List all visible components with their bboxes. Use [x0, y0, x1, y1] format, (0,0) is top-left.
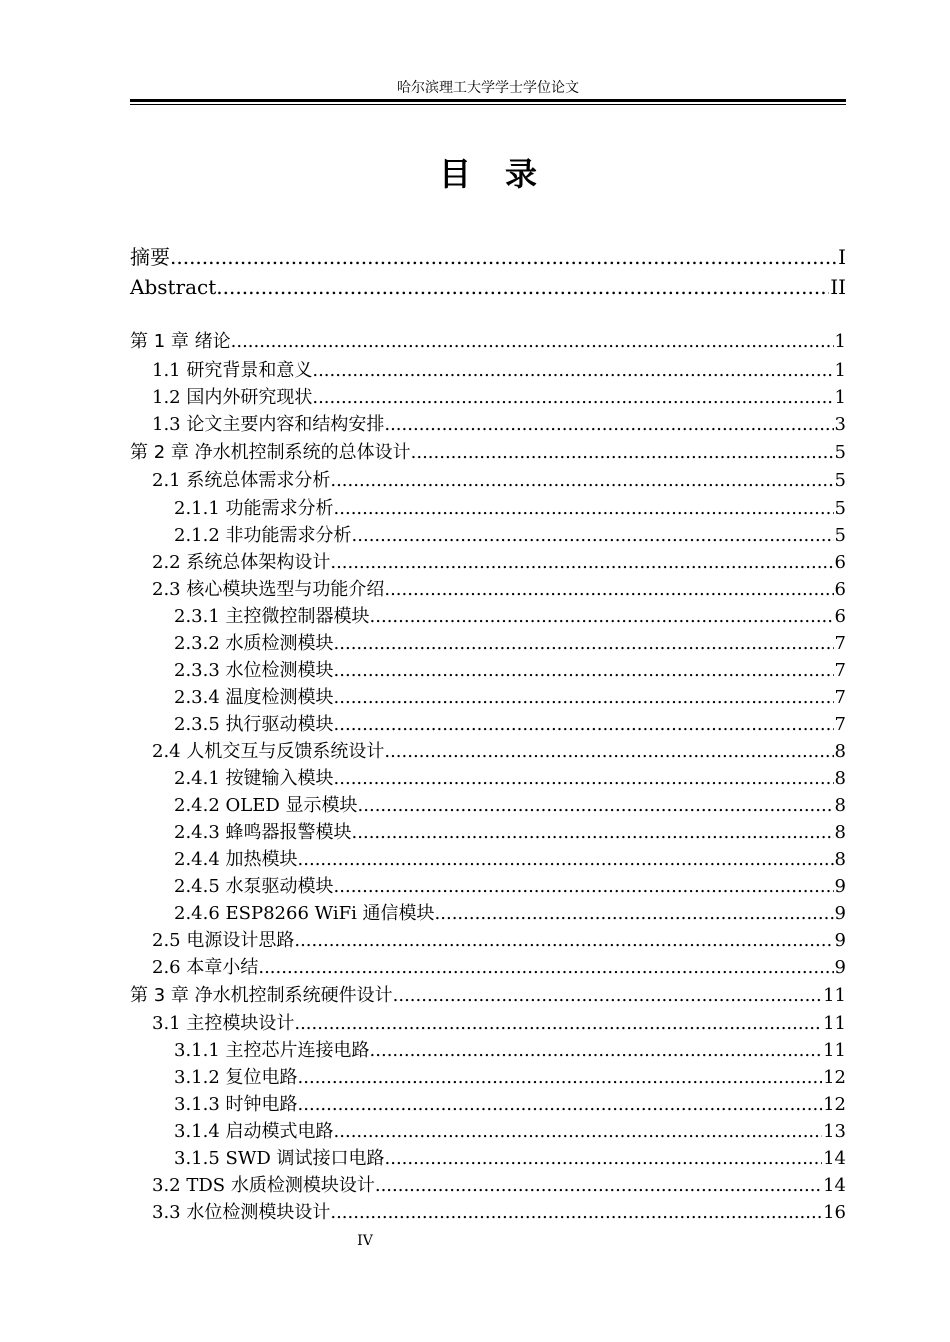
toc-entry-page: II — [830, 275, 846, 299]
toc-entry-page: 6 — [834, 606, 846, 627]
toc-entry[interactable] — [130, 1093, 846, 1117]
toc-entry-page: 14 — [823, 1148, 846, 1169]
toc-entry-page: 1 — [834, 360, 846, 381]
toc-entry-page: 11 — [823, 985, 846, 1006]
toc-entry-label: 2.4.3 蜂鸣器报警模块 — [174, 822, 352, 843]
toc-entry[interactable] — [130, 605, 846, 629]
toc-entry-label: 2.3 核心模块选型与功能介绍 — [152, 579, 385, 600]
toc-entry-label: 2.3.2 水质检测模块 — [174, 633, 334, 654]
toc-dot-leader — [384, 413, 833, 437]
toc-entry[interactable] — [130, 273, 846, 301]
toc-entry-page: 11 — [823, 1040, 846, 1061]
toc-dot-leader — [384, 740, 833, 764]
toc-dot-leader — [330, 469, 833, 493]
toc-entry-page: 8 — [834, 768, 846, 789]
toc-dot-leader — [370, 1039, 823, 1063]
toc-entry-label: 2.6 本章小结 — [152, 957, 259, 978]
toc-entry-page: 7 — [834, 687, 846, 708]
toc-dot-leader — [358, 794, 834, 818]
toc-entry[interactable] — [130, 984, 846, 1008]
toc-entry-label: 3.3 水位检测模块设计 — [152, 1202, 331, 1223]
toc-entry-label: 第 2 章 净水机控制系统的总体设计 — [130, 442, 411, 463]
toc-dot-leader — [411, 441, 834, 465]
toc-dot-leader — [334, 632, 834, 656]
toc-entry-label: 2.1 系统总体需求分析 — [152, 470, 331, 491]
toc-entry-label: Abstract — [130, 275, 217, 299]
toc-entry-label: 2.1.1 功能需求分析 — [174, 498, 334, 519]
toc-entry-label: 1.2 国内外研究现状 — [152, 387, 313, 408]
toc-entry[interactable] — [130, 359, 846, 383]
toc-entry-page: 5 — [834, 470, 846, 491]
toc-dot-leader — [294, 929, 833, 953]
toc-dot-leader — [334, 659, 834, 683]
toc-entry[interactable] — [130, 713, 846, 737]
toc-entry[interactable] — [130, 1066, 846, 1090]
toc-entry-page: 9 — [834, 957, 846, 978]
toc-entry-page: I — [838, 245, 846, 269]
toc-entry-label: 2.5 电源设计思路 — [152, 930, 295, 951]
toc-entry[interactable] — [130, 386, 846, 410]
toc-entry[interactable] — [130, 767, 846, 791]
toc-entry[interactable] — [130, 441, 846, 465]
toc-dot-leader — [435, 902, 834, 926]
toc-entry-page: 9 — [834, 930, 846, 951]
toc-entry[interactable] — [130, 469, 846, 493]
toc-dot-leader — [170, 243, 837, 271]
toc-entry-label: 1.1 研究背景和意义 — [152, 360, 313, 381]
toc-entry[interactable] — [130, 1147, 846, 1171]
toc-entry[interactable] — [130, 956, 846, 980]
toc-entry-page: 7 — [834, 714, 846, 735]
toc-entry[interactable] — [130, 794, 846, 818]
toc-entry-label: 2.4.5 水泵驱动模块 — [174, 876, 334, 897]
toc-entry-page: 5 — [834, 498, 846, 519]
toc-entry-page: 8 — [834, 822, 846, 843]
toc-entry[interactable] — [130, 1039, 846, 1063]
page-number: IV — [357, 1233, 373, 1249]
toc-entry-page: 1 — [834, 331, 846, 352]
toc-entry-label: 2.1.2 非功能需求分析 — [174, 525, 352, 546]
toc-entry-page: 7 — [834, 633, 846, 654]
toc-dot-leader — [393, 984, 822, 1008]
toc-entry-label: 2.4.1 按键输入模块 — [174, 768, 334, 789]
toc-entry-label: 2.3.1 主控微控制器模块 — [174, 606, 370, 627]
toc-entry[interactable] — [130, 1120, 846, 1144]
toc-entry-page: 5 — [834, 525, 846, 546]
toc-dot-leader — [334, 1120, 823, 1144]
toc-entry[interactable] — [130, 929, 846, 953]
toc-entry-page: 8 — [834, 741, 846, 762]
toc-entry[interactable] — [130, 243, 846, 271]
toc-dot-leader — [352, 821, 834, 845]
toc-dot-leader — [312, 386, 833, 410]
toc-entry-page: 7 — [834, 660, 846, 681]
toc-dot-leader — [216, 273, 829, 301]
toc-entry-page: 5 — [834, 442, 846, 463]
toc-entry[interactable] — [130, 659, 846, 683]
toc-entry[interactable] — [130, 524, 846, 548]
toc-dot-leader — [312, 359, 833, 383]
toc-entry[interactable] — [130, 632, 846, 656]
toc-entry[interactable] — [130, 551, 846, 575]
toc-entry-label: 3.2 TDS 水质检测模块设计 — [152, 1175, 375, 1196]
toc-entry[interactable] — [130, 1174, 846, 1198]
page-header: 哈尔滨理工大学学士学位论文 — [397, 80, 579, 96]
toc-dot-leader — [334, 497, 834, 521]
toc-entry[interactable] — [130, 578, 846, 602]
toc-dot-leader — [334, 875, 834, 899]
toc-dot-leader — [298, 1093, 823, 1117]
toc-entry-label: 第 1 章 绪论 — [130, 331, 231, 352]
toc-entry-page: 12 — [823, 1067, 846, 1088]
toc-dot-leader — [330, 551, 833, 575]
toc-entry-page: 11 — [823, 1013, 846, 1034]
toc-entry[interactable] — [130, 686, 846, 710]
toc-dot-leader — [298, 848, 834, 872]
toc-entry-label: 2.2 系统总体架构设计 — [152, 552, 331, 573]
toc-entry[interactable] — [130, 413, 846, 437]
toc-dot-leader — [385, 1147, 823, 1171]
toc-entry-label: 3.1.5 SWD 调试接口电路 — [174, 1148, 385, 1169]
toc-entry-page: 1 — [834, 387, 846, 408]
toc-entry-label: 2.4 人机交互与反馈系统设计 — [152, 741, 385, 762]
toc-entry-label: 2.4.2 OLED 显示模块 — [174, 795, 358, 816]
toc-entry-label: 3.1 主控模块设计 — [152, 1013, 295, 1034]
toc-entry-label: 3.1.3 时钟电路 — [174, 1094, 298, 1115]
toc-dot-leader — [334, 713, 834, 737]
toc-entry-page: 9 — [834, 876, 846, 897]
toc-dot-leader — [384, 578, 833, 602]
toc-entry[interactable] — [130, 875, 846, 899]
toc-entry-label: 2.3.4 温度检测模块 — [174, 687, 334, 708]
toc-entry-label: 2.4.4 加热模块 — [174, 849, 298, 870]
toc-entry[interactable] — [130, 330, 846, 354]
toc-entry[interactable] — [130, 821, 846, 845]
toc-entry[interactable] — [130, 740, 846, 764]
toc-dot-leader — [334, 686, 834, 710]
toc-entry-label: 2.3.3 水位检测模块 — [174, 660, 334, 681]
toc-entry[interactable] — [130, 1012, 846, 1036]
toc-entry-page: 8 — [834, 849, 846, 870]
toc-dot-leader — [375, 1174, 822, 1198]
toc-entry-label: 第 3 章 净水机控制系统硬件设计 — [130, 985, 393, 1006]
toc-entry-label: 3.1.2 复位电路 — [174, 1067, 298, 1088]
toc-entry-label: 1.3 论文主要内容和结构安排 — [152, 414, 385, 435]
toc-entry-page: 8 — [834, 795, 846, 816]
toc-entry-page: 14 — [823, 1175, 846, 1196]
toc-entry-label: 摘要 — [130, 245, 170, 269]
toc-entry[interactable] — [130, 1201, 846, 1225]
toc-entry[interactable] — [130, 848, 846, 872]
toc-dot-leader — [330, 1201, 822, 1225]
toc-dot-leader — [258, 956, 833, 980]
toc-entry-label: 3.1.4 启动模式电路 — [174, 1121, 334, 1142]
toc-entry-page: 9 — [834, 903, 846, 924]
toc-dot-leader — [370, 605, 834, 629]
toc-entry-label: 2.4.6 ESP8266 WiFi 通信模块 — [174, 903, 435, 924]
toc-entry-page: 6 — [834, 552, 846, 573]
toc-entry-page: 6 — [834, 579, 846, 600]
toc-entry-page: 3 — [834, 414, 846, 435]
toc-dot-leader — [294, 1012, 822, 1036]
toc-entry-page: 16 — [823, 1202, 846, 1223]
toc-entry[interactable] — [130, 497, 846, 521]
toc-dot-leader — [231, 330, 834, 354]
header-rule-thin — [130, 104, 846, 105]
toc-entry-page: 12 — [823, 1094, 846, 1115]
toc-dot-leader — [298, 1066, 823, 1090]
toc-entry-label: 3.1.1 主控芯片连接电路 — [174, 1040, 370, 1061]
toc-entry[interactable] — [130, 902, 846, 926]
header-rule-thick — [130, 99, 846, 102]
toc-entry-label: 2.3.5 执行驱动模块 — [174, 714, 334, 735]
toc-entry-page: 13 — [823, 1121, 846, 1142]
toc-title: 目录 — [438, 155, 571, 193]
toc-dot-leader — [352, 524, 834, 548]
toc-dot-leader — [334, 767, 834, 791]
